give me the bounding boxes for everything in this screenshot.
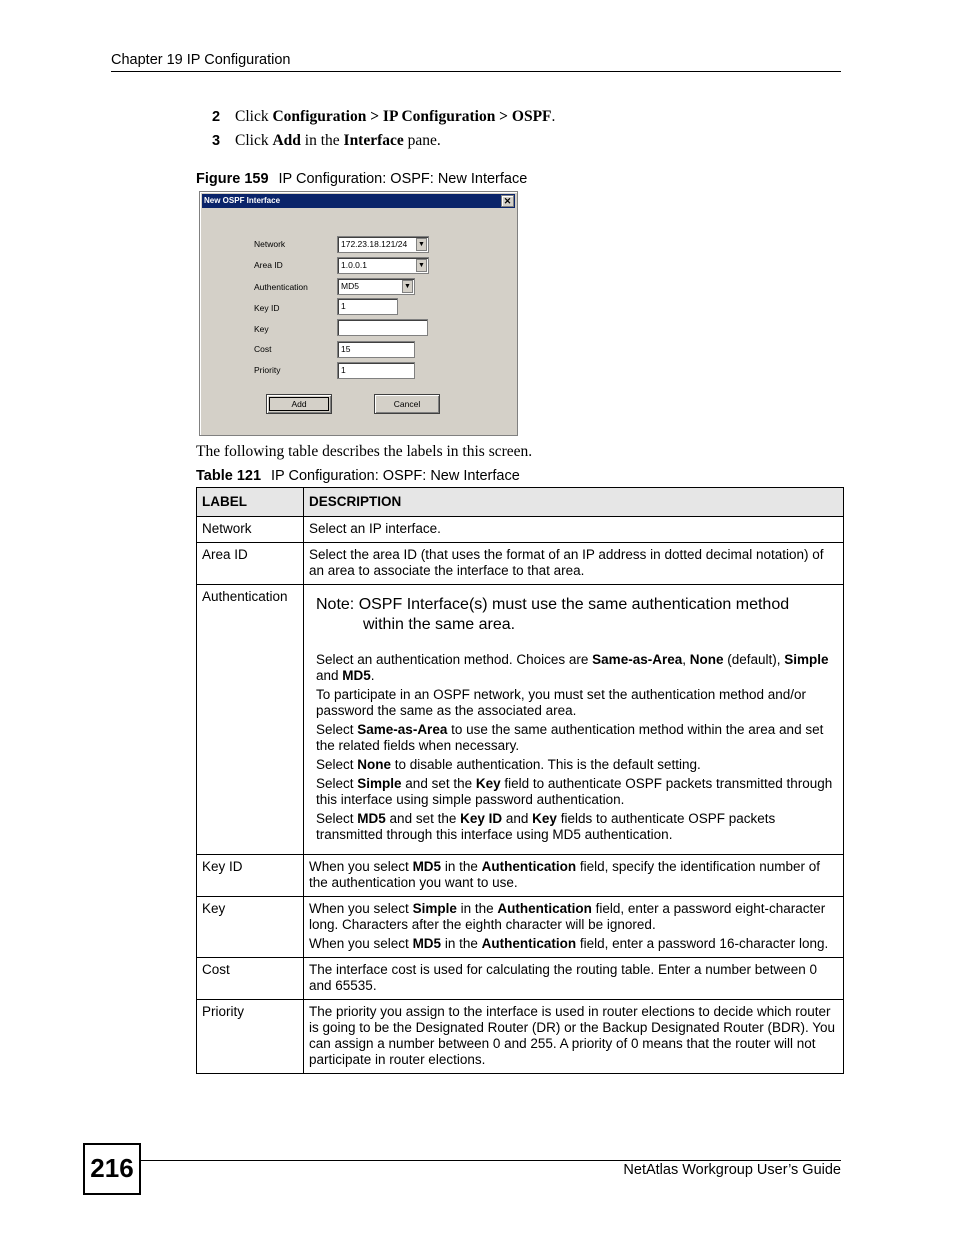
paragraph: When you select Simple in the Authentication field, enter a password eight-character long. Characters after the eighth character will be ignored. — [309, 901, 826, 932]
table-row — [197, 517, 844, 543]
figure-title: IP Configuration: OSPF: New Interface — [278, 171, 528, 187]
network-select[interactable] — [337, 236, 429, 253]
step-text: in the — [300, 132, 344, 149]
row-description: When you select MD5 in the Authentication field, specify the identification number of the authentication you want to use. — [304, 855, 844, 897]
step-text: pane. — [403, 132, 441, 149]
paragraph: Select MD5 and set the Key ID and Key fields to authenticate OSPF packets transmitted through this interface using MD5 authentication. — [316, 811, 776, 842]
row-description: The interface cost is used for calculating the routing table. Enter a number between 0 and 65535. — [304, 958, 844, 1000]
table-row — [197, 585, 844, 855]
step-button-name: Add — [272, 132, 301, 149]
chevron-down-icon[interactable]: ▼ — [416, 259, 427, 272]
table-title: IP Configuration: OSPF: New Interface — [271, 468, 520, 484]
cost-input[interactable]: 15 — [337, 341, 415, 358]
footer-rule — [141, 1160, 841, 1161]
chevron-down-icon[interactable]: ▼ — [402, 280, 413, 293]
row-label: Key — [197, 897, 304, 958]
key-label: Key — [254, 324, 269, 334]
new-ospf-interface-dialog — [199, 191, 518, 436]
label-column-header: LABEL — [197, 488, 304, 517]
network-label: Network — [254, 239, 286, 249]
network-value: 172.23.18.121/24 — [341, 239, 408, 249]
key-id-label: Key ID — [254, 303, 280, 313]
chevron-down-icon[interactable]: ▼ — [416, 238, 427, 251]
row-description: The priority you assign to the interface is used in router elections to decide which router is going to be the Designated Router (DR) or the Backup Designated Router (BDR). You can assign a number between 0 and 255. A priority of 0 means that the router will not participate in router elections. — [304, 1000, 844, 1074]
paragraph: Select an authentication method. Choices are Same-as-Area, None (default), Simple and MD5. — [316, 652, 829, 683]
figure-caption — [196, 171, 527, 187]
step-2 — [212, 108, 555, 126]
step-number: 3 — [212, 133, 221, 149]
authentication-select[interactable] — [337, 278, 415, 295]
authentication-value: MD5 — [341, 281, 359, 291]
paragraph: When you select MD5 in the Authentication field, enter a password 16-character long. — [309, 936, 829, 951]
dialog-title: New OSPF Interface — [204, 196, 281, 205]
paragraph: To participate in an OSPF network, you must set the authentication method and/or password the same as the associated area. — [316, 687, 807, 718]
chapter-header: Chapter 19 IP Configuration — [111, 52, 291, 68]
priority-label: Priority — [254, 365, 281, 375]
close-icon[interactable]: ✕ — [501, 195, 514, 207]
row-label: Network — [197, 517, 304, 543]
table-intro-text: The following table describes the labels in this screen. — [196, 443, 533, 460]
step-text: . — [551, 108, 556, 125]
note — [309, 589, 838, 635]
step-text: Click — [235, 132, 273, 149]
row-label: Authentication — [197, 585, 304, 855]
paragraph: Select Simple and set the Key field to authenticate OSPF packets transmitted through this interface using simple password authentication. — [316, 776, 833, 807]
label-description-table — [196, 487, 844, 1074]
cancel-button[interactable]: Cancel — [374, 394, 440, 414]
row-label: Priority — [197, 1000, 304, 1074]
row-label: Key ID — [197, 855, 304, 897]
note-text: Note: OSPF Interface(s) must use the same authentication method — [316, 596, 790, 613]
guide-title: NetAtlas Workgroup User’s Guide — [623, 1162, 841, 1178]
row-description — [304, 897, 844, 958]
table-row — [197, 897, 844, 958]
row-label: Area ID — [197, 543, 304, 585]
table-header-row — [197, 488, 844, 517]
page-number: 216 — [83, 1143, 141, 1195]
add-button[interactable]: Add — [266, 394, 332, 414]
key-input[interactable] — [337, 319, 428, 336]
step-menu-path: Configuration > IP Configuration > OSPF — [272, 108, 552, 125]
area-id-value: 1.0.0.1 — [341, 260, 367, 270]
key-id-input[interactable]: 1 — [337, 298, 398, 315]
step-pane-name: Interface — [343, 132, 404, 149]
row-description: Select an IP interface. — [304, 517, 844, 543]
step-3 — [212, 132, 441, 150]
table-row — [197, 958, 844, 1000]
note-text: within the same area. — [363, 616, 516, 633]
authentication-label: Authentication — [254, 282, 308, 292]
step-text: Click — [235, 108, 273, 125]
row-description: Select the area ID (that uses the format of an IP address in dotted decimal notation) of an area to associate the interface to that area. — [304, 543, 844, 585]
table-row — [197, 1000, 844, 1074]
table-row — [197, 855, 844, 897]
header-rule — [111, 71, 841, 72]
cost-label: Cost — [254, 344, 272, 354]
priority-input[interactable]: 1 — [337, 362, 415, 379]
description-column-header: DESCRIPTION — [304, 488, 844, 517]
row-description — [304, 585, 844, 855]
paragraph: Select None to disable authentication. This is the default setting. — [316, 757, 701, 772]
area-id-select[interactable] — [337, 257, 429, 274]
table-row — [197, 543, 844, 585]
table-label: Table 121 — [196, 468, 262, 484]
area-id-label: Area ID — [254, 260, 283, 270]
authentication-description — [309, 635, 838, 849]
row-label: Cost — [197, 958, 304, 1000]
step-number: 2 — [212, 109, 221, 125]
table-caption — [196, 468, 520, 484]
dialog-titlebar — [202, 194, 515, 208]
paragraph: Select Same-as-Area to use the same authentication method within the area and set the related fields when necessary. — [316, 722, 824, 753]
figure-label: Figure 159 — [196, 171, 269, 187]
